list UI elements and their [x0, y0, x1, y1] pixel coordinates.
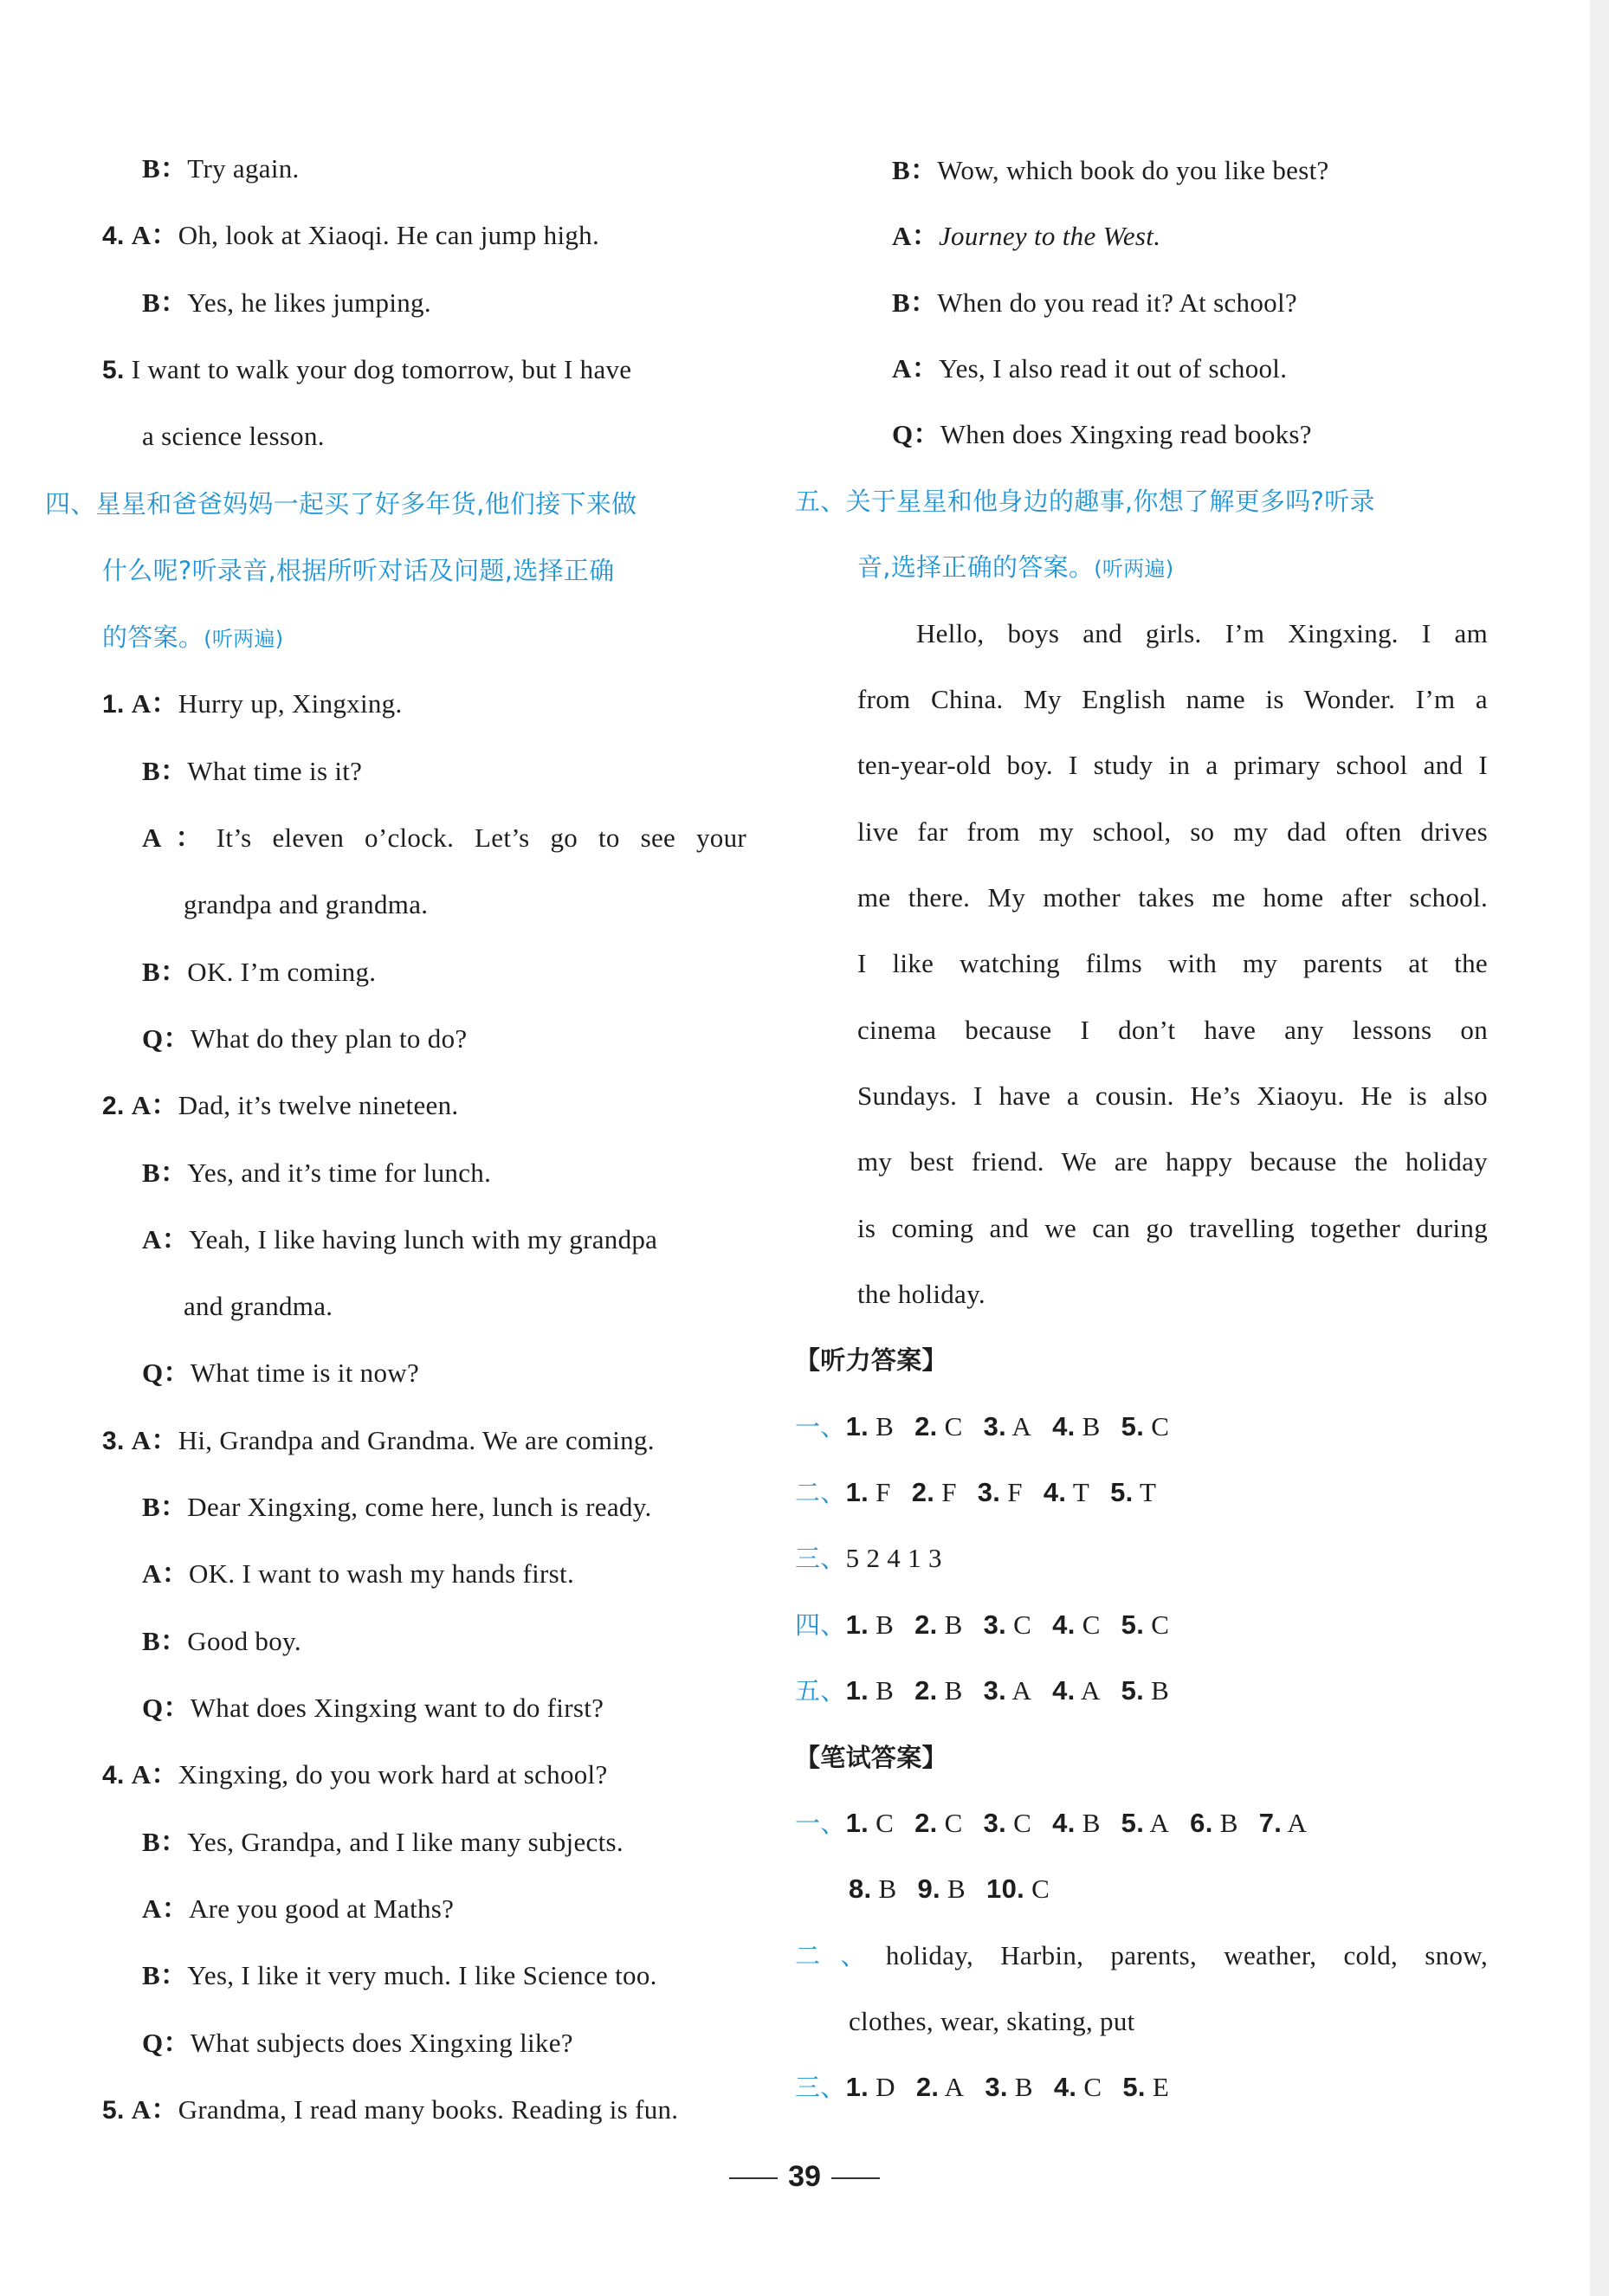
question-line: Q：What does Xingxing want to do first?: [142, 1693, 604, 1723]
dialogue-line: B：Try again.: [142, 153, 300, 184]
written-answers-title: 【笔试答案】: [795, 1743, 947, 1772]
section-heading: 的答案。(听两遍): [102, 622, 284, 652]
dialogue-line: 1. A：Hurry up, Xingxing.: [102, 688, 403, 719]
answer-row: 8. B 9. B 10. C: [849, 1874, 1050, 1904]
dialogue-line: A：Journey to the West.: [892, 221, 1161, 251]
dialogue-line: B：Good boy.: [142, 1626, 301, 1656]
page-number: 39: [0, 2157, 1609, 2196]
dialogue-line: B：Yes, I like it very much. I like Science too.: [142, 1960, 657, 1990]
dialogue-line: 4. A：Xingxing, do you work hard at school?: [102, 1759, 608, 1790]
answer-row: 三、1. D 2. A 3. B 4. C 5. E: [795, 2072, 1170, 2102]
answer-row: 一、1. C 2. C 3. C 4. B 5. A 6. B 7. A: [795, 1808, 1308, 1838]
dialogue-line: B：Yes, Grandpa, and I like many subjects.: [142, 1827, 624, 1857]
section-heading: 五、关于星星和他身边的趣事,你想了解更多吗?听录: [795, 487, 1375, 516]
answer-row: clothes, wear, skating, put: [849, 2006, 1135, 2036]
passage-line: Sundays. I have a cousin. He’s Xiaoyu. He is also: [857, 1080, 1488, 1111]
dialogue-line: B：Yes, and it’s time for lunch.: [142, 1158, 492, 1188]
dialogue-line: B：OK. I’m coming.: [142, 957, 377, 987]
dialogue-line: B：Dear Xingxing, come here, lunch is ready.: [142, 1492, 652, 1522]
dialogue-line: A：It’s eleven o’clock. Let’s go to see your: [142, 822, 746, 853]
dialogue-line: B：What time is it?: [142, 756, 363, 786]
statement-line: 5. I want to walk your dog tomorrow, but I have: [102, 354, 632, 384]
answer-row: 三、5 2 4 1 3: [795, 1543, 942, 1573]
dialogue-line: 4. A：Oh, look at Xiaoqi. He can jump high.: [102, 220, 600, 250]
page-edge: [1590, 0, 1609, 2296]
section-heading: 四、星星和爸爸妈妈一起买了好多年货,他们接下来做: [45, 489, 637, 519]
answer-row: 五、1. B 2. B 3. A 4. A 5. B: [795, 1675, 1170, 1706]
passage-line: the holiday.: [857, 1279, 985, 1309]
dialogue-line: B：Yes, he likes jumping.: [142, 287, 431, 318]
passage-line: Hello, boys and girls. I’m Xingxing. I am: [916, 618, 1488, 648]
dialogue-line: B：Wow, which book do you like best?: [892, 155, 1329, 185]
dialogue-line: A：OK. I want to wash my hands first.: [142, 1558, 575, 1589]
passage-line: live far from my school, so my dad often drives: [857, 816, 1488, 847]
passage-line: from China. My English name is Wonder. I’m a: [857, 684, 1488, 714]
question-line: Q：What time is it now?: [142, 1358, 420, 1388]
dialogue-line: A：Are you good at Maths?: [142, 1893, 455, 1924]
passage-line: ten-year-old boy. I study in a primary school and I: [857, 750, 1488, 780]
answer-row: 四、1. B 2. B 3. C 4. C 5. C: [795, 1609, 1170, 1640]
question-line: Q：What do they plan to do?: [142, 1023, 468, 1054]
section-heading: 音,选择正确的答案。(听两遍): [857, 552, 1174, 582]
dialogue-line: grandpa and grandma.: [184, 889, 429, 919]
answer-row: 二、1. F 2. F 3. F 4. T 5. T: [795, 1477, 1157, 1507]
listening-answers-title: 【听力答案】: [795, 1345, 947, 1375]
statement-line: a science lesson.: [142, 421, 325, 451]
passage-line: me there. My mother takes me home after school.: [857, 882, 1488, 913]
passage-line: I like watching films with my parents at the: [857, 948, 1488, 978]
dialogue-line: and grandma.: [184, 1291, 333, 1321]
dialogue-line: B：When do you read it? At school?: [892, 287, 1297, 318]
dialogue-line: 3. A：Hi, Grandpa and Grandma. We are coming.: [102, 1425, 655, 1455]
passage-line: cinema because I don’t have any lessons on: [857, 1015, 1488, 1045]
passage-line: my best friend. We are happy because the holiday: [857, 1146, 1488, 1177]
dialogue-line: A：Yes, I also read it out of school.: [892, 353, 1288, 384]
question-line: Q：What subjects does Xingxing like?: [142, 2028, 573, 2058]
question-line: Q：When does Xingxing read books?: [892, 419, 1312, 449]
dialogue-line: 5. A：Grandma, I read many books. Reading is fun.: [102, 2094, 679, 2125]
answer-row: 二、holiday, Harbin, parents, weather, cold, snow,: [795, 1940, 1488, 1970]
section-heading: 什么呢?听录音,根据所听对话及问题,选择正确: [102, 556, 615, 585]
dialogue-line: 2. A：Dad, it’s twelve nineteen.: [102, 1090, 459, 1120]
answer-row: 一、1. B 2. C 3. A 4. B 5. C: [795, 1411, 1170, 1441]
passage-line: is coming and we can go travelling together during: [857, 1213, 1488, 1243]
dialogue-line: A：Yeah, I like having lunch with my grandpa: [142, 1224, 658, 1254]
